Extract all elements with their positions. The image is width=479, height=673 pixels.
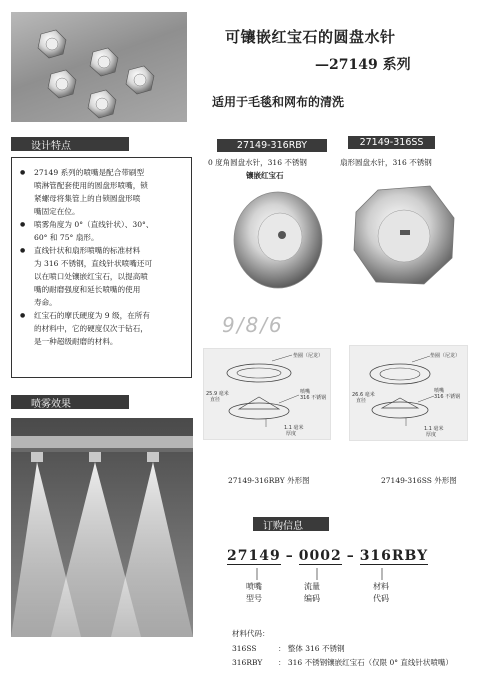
order-label-material bbox=[373, 581, 389, 605]
order-label-line: 流量 bbox=[304, 582, 320, 591]
feature-line: ● 喷雾角度为 0°（直线针状）、30°、 bbox=[34, 220, 154, 229]
feature-item bbox=[20, 218, 185, 244]
feature-line: ● 红宝石的摩氏硬度为 9 级，在所有 bbox=[34, 311, 150, 320]
material-text: ： 整体 316 不锈钢 bbox=[278, 644, 345, 653]
nozzle-rby-diagram bbox=[204, 349, 332, 441]
feature-line: 喷淋管配套使用的圆盘形喷嘴，锁 bbox=[34, 181, 148, 190]
diagram-dimension: 厚度 bbox=[426, 432, 437, 438]
series-title: —27149 系列 bbox=[315, 57, 411, 73]
feature-line: 60° 和 75° 扇形。 bbox=[34, 233, 99, 242]
model-desc-rby: 0 度角圆盘水针，316 不锈钢 bbox=[208, 158, 307, 167]
diagram-label: 垫圈（尼龙） bbox=[293, 353, 324, 359]
order-code-separator: – bbox=[285, 548, 294, 564]
diagram-caption-rby: 27149-316RBY 外形图 bbox=[228, 476, 310, 485]
diagram-dimension: 1.1 毫米 bbox=[424, 426, 444, 432]
order-label-model bbox=[246, 581, 262, 605]
section-header-order: 订购信息 bbox=[253, 517, 329, 531]
spray-effect-photo bbox=[11, 418, 193, 637]
feature-line: ● 27149 系列的喷嘴是配合带刷型 bbox=[34, 168, 145, 177]
spray-image bbox=[11, 418, 193, 637]
section-header-spray: 喷雾效果 bbox=[11, 395, 129, 409]
order-label-line: 材料 bbox=[373, 582, 389, 591]
model-desc-ss: 扇形圆盘水针，316 不锈钢 bbox=[340, 158, 432, 167]
nozzle-ss-image bbox=[348, 180, 460, 290]
order-code-model: 27149 bbox=[227, 548, 281, 564]
feature-line: 为 316 不锈钢，直线针状喷嘴还可 bbox=[34, 259, 153, 268]
feature-item bbox=[20, 244, 185, 309]
order-code bbox=[227, 548, 428, 565]
feature-line: 嘴的耐磨强度和延长喷嘴的使用 bbox=[34, 285, 141, 294]
diagram-label: 垫圈（尼龙） bbox=[430, 353, 461, 359]
model-tag-rby: 27149-316RBY bbox=[217, 139, 327, 152]
product-photo bbox=[11, 12, 187, 122]
order-label-line: 代码 bbox=[373, 594, 389, 603]
feature-box bbox=[11, 157, 192, 378]
feature-line: 以在喷口处镶嵌红宝石，以提高喷 bbox=[34, 272, 148, 281]
model-tag-ss: 27149-316SS bbox=[348, 136, 435, 149]
diagram-dimension: 1.1 毫米 bbox=[284, 425, 304, 431]
material-row bbox=[232, 643, 344, 654]
diagram-dimension: 25.9 毫米 bbox=[206, 391, 229, 397]
feature-line: 寿命。 bbox=[34, 298, 57, 307]
section-header-design: 设计特点 bbox=[11, 137, 129, 151]
order-label-line: 型号 bbox=[246, 594, 262, 603]
order-label-line: 编码 bbox=[304, 594, 320, 603]
diagram-dimension: 厚度 bbox=[286, 431, 297, 437]
material-text: ： 316 不锈钢镶嵌红宝石（仅限 0° 直线针状喷嘴） bbox=[278, 658, 453, 667]
page-title: 可镶嵌红宝石的圆盘水针 bbox=[225, 28, 396, 46]
application-subtitle: 适用于毛毯和网布的清洗 bbox=[212, 95, 345, 109]
material-code: 316SS bbox=[232, 644, 257, 653]
diagram-label: 316 不锈钢 bbox=[300, 395, 327, 401]
feature-line: 紧螺母将集管上的自锁圆盘形喷 bbox=[34, 194, 141, 203]
model-note-rby: 镶嵌红宝石 bbox=[246, 171, 284, 180]
diagram-dimension: 直径 bbox=[210, 397, 221, 403]
nozzle-ss-diagram bbox=[350, 346, 469, 442]
nozzle-group-image bbox=[11, 12, 187, 122]
order-code-separator: – bbox=[346, 548, 355, 564]
diagram-box-ss bbox=[349, 345, 468, 441]
diagram-label: 喷嘴 bbox=[434, 388, 445, 394]
material-codes-title: 材料代码： bbox=[232, 629, 270, 638]
diagram-label: 316 不锈钢 bbox=[434, 394, 461, 400]
feature-line: 的材料中，它的硬度仅次于钻石， bbox=[34, 324, 148, 333]
order-label-line: 喷嘴 bbox=[246, 582, 262, 591]
feature-item bbox=[20, 309, 185, 348]
material-code: 316RBY bbox=[232, 658, 263, 667]
order-code-flow: 0002 bbox=[298, 548, 342, 564]
watermark-text: 9/8/6 bbox=[222, 313, 284, 337]
diagram-box-rby bbox=[203, 348, 331, 440]
diagram-caption-ss: 27149-316SS 外形图 bbox=[381, 476, 457, 485]
material-row bbox=[232, 657, 453, 668]
feature-line: 嘴固定在位。 bbox=[34, 207, 80, 216]
diagram-dimension: 直径 bbox=[356, 398, 367, 404]
order-label-flow bbox=[304, 581, 320, 605]
diagram-dimension: 26.6 毫米 bbox=[352, 392, 375, 398]
feature-line: 是一种超级耐磨的材料。 bbox=[34, 337, 118, 346]
feature-line: ● 直线针状和扇形喷嘴的标准材料 bbox=[34, 246, 141, 255]
feature-list bbox=[20, 166, 185, 348]
diagram-label: 喷嘴 bbox=[300, 389, 311, 395]
nozzle-rby-image bbox=[228, 185, 328, 295]
order-code-material: 316RBY bbox=[359, 548, 429, 564]
feature-item bbox=[20, 166, 185, 218]
